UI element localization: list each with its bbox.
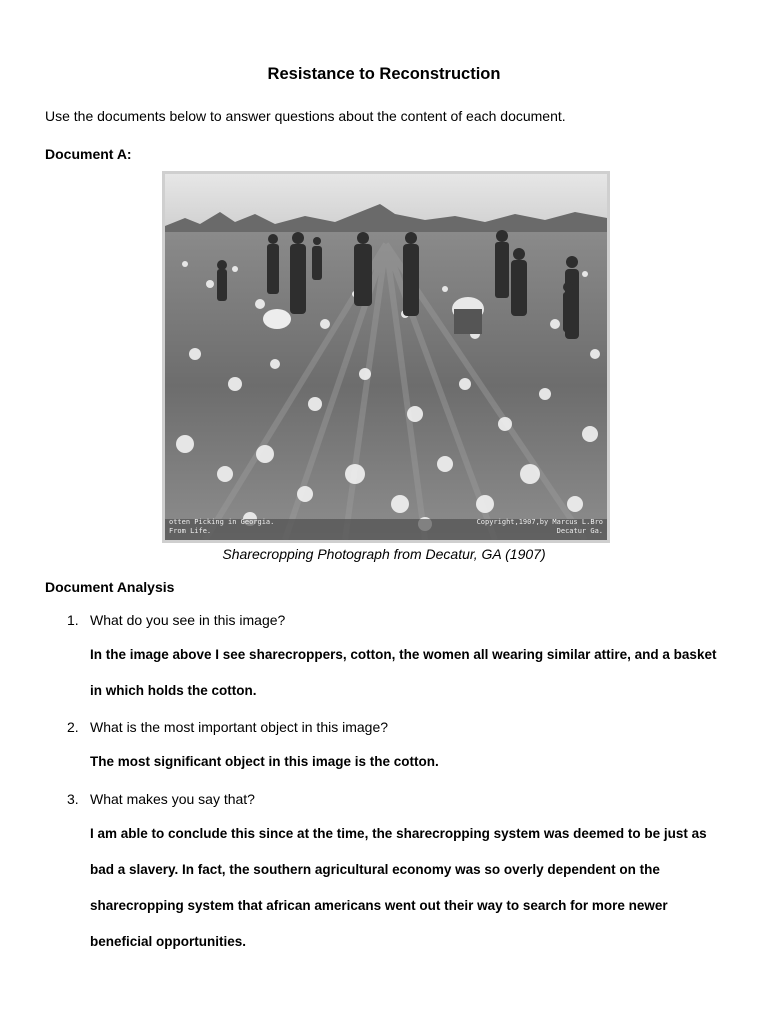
question-number: 1. (67, 612, 79, 628)
question-text: What makes you say that? (90, 791, 255, 807)
question-text: What do you see in this image? (90, 612, 286, 628)
cotton-field-image (165, 174, 607, 540)
answer-2: The most significant object in this image is the cotton. (90, 754, 439, 769)
question-number: 3. (67, 791, 79, 807)
question-number: 2. (67, 719, 79, 735)
photo-caption: Sharecropping Photograph from Decatur, GA (1907) (222, 546, 546, 562)
photo-inscription-left: otten Picking in Georgia. From Life. (169, 518, 275, 535)
answer-3: I am able to conclude this since at the time, the sharecropping system was deemed to be just as bad a slavery. In fact, the southern agricultural economy was so overly dependent on the sharecropping system that african americans went out their way to search for more newer beneficial opportunities. (90, 826, 707, 949)
question-2 (67, 719, 388, 735)
document-a-label: Document A: (45, 146, 132, 162)
analysis-heading: Document Analysis (45, 579, 175, 595)
page-title: Resistance to Reconstruction (267, 65, 501, 83)
question-3 (67, 791, 255, 807)
sharecropping-photograph (162, 171, 610, 543)
photo-inscription-right: Copyright,1907,by Marcus L.Bro Decatur Ga. (476, 518, 603, 535)
intro-text: Use the documents below to answer questions about the content of each document. (45, 108, 566, 124)
question-1 (67, 612, 285, 628)
question-text: What is the most important object in this image? (90, 719, 389, 735)
answer-1: In the image above I see sharecroppers, cotton, the women all wearing similar attire, and a basket in which holds the cotton. (90, 647, 717, 698)
